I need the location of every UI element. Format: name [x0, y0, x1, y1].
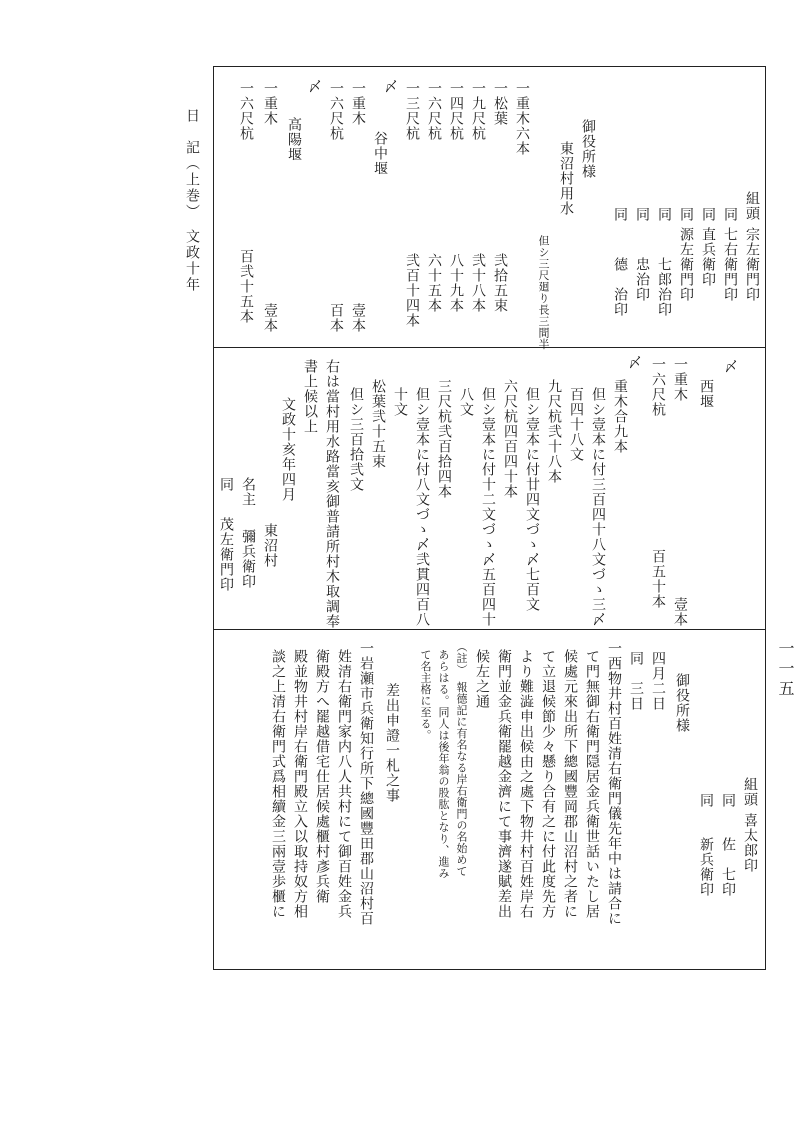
entry-date: 同 三日 — [628, 651, 644, 711]
text-line: 但シ壹本に付八文づゝ〆弐貫四百八 — [414, 387, 430, 627]
sig-label: 同 — [700, 207, 716, 222]
item-name: 一重木六本 — [514, 81, 530, 156]
total-mark: 〆 — [306, 79, 322, 94]
item-qty: 弐百十四本 — [404, 253, 420, 328]
text-line: て立退候節少々懸り合有之に付此度先方 — [540, 649, 556, 919]
item-qty: 壹本 — [262, 303, 278, 333]
text-line: 百四十八文 — [568, 387, 584, 462]
item-qty: 弐十八本 — [470, 253, 486, 313]
item-qty: 百五十本 — [650, 549, 666, 609]
sig-name: 忠治印 — [634, 257, 650, 302]
sig-label: 組頭 — [744, 191, 760, 221]
document-date: 文政十亥年四月 — [280, 397, 296, 502]
text-line: 三尺杭弐百拾四本 — [436, 379, 452, 499]
text-line: 候處元來出所下總國豐岡郡山沼村之者に — [562, 649, 578, 919]
sig-name: 德 治印 — [612, 257, 628, 317]
sig-name: 新兵衛印 — [698, 837, 714, 897]
page-number: 一一五 — [776, 640, 795, 700]
addressee: 御役所様 — [580, 119, 596, 179]
sig-label: 名主 — [240, 477, 256, 507]
sig-label: 組頭 — [742, 777, 758, 807]
item-qty: 百弐十五本 — [238, 249, 254, 324]
editor-note: あらはる。同人は後年翁の股肱となり、進み — [437, 649, 450, 879]
sig-name: 源左衛門印 — [678, 227, 694, 302]
document-heading: 差出申證一札之事 — [384, 683, 400, 803]
item-qty: 壹本 — [350, 303, 366, 333]
sig-name: 佐 七印 — [720, 837, 736, 897]
sig-name: 茂左衛門印 — [218, 517, 234, 592]
divider-2 — [214, 629, 765, 630]
section-heading: 東沼村用水 — [558, 141, 574, 216]
text-line: 右は當村用水路當亥御普請所村木取調奉 — [324, 359, 340, 629]
editor-note: て名主格に至る。 — [419, 649, 432, 741]
item-qty: 百本 — [328, 303, 344, 333]
item-name: 一重木 — [262, 81, 278, 126]
item-qty: 六十五本 — [426, 253, 442, 313]
divider-1 — [214, 347, 765, 348]
total-mark: 〆 — [382, 79, 398, 94]
place-heading: 高陽堰 — [286, 117, 302, 162]
sig-label: 同 — [656, 207, 672, 222]
text-line: 談之上清右衛門式爲相續金三兩壹歩櫃に — [270, 649, 286, 919]
text-line: 姓清右衛門家内八人共村にて御百姓金兵 — [336, 649, 352, 919]
text-line: 九尺杭弐十八本 — [546, 379, 562, 484]
sig-label: 同 — [634, 207, 650, 222]
text-line: 殿並物井村岸右衛門殿立入以取持奴方相 — [292, 649, 308, 919]
sig-label: 同 — [722, 207, 738, 222]
item-name: 一松葉 — [492, 81, 508, 126]
total-mark: 〆 — [626, 355, 642, 370]
item-qty: 壹本 — [672, 597, 688, 627]
entry-date: 四月二日 — [650, 651, 666, 711]
text-line: 松葉弐十五束 — [370, 379, 386, 469]
sig-name: 七郎治印 — [656, 257, 672, 317]
page-frame — [213, 66, 766, 970]
item-name: 一六尺杭 — [238, 81, 254, 141]
item-name: 一重木 — [672, 357, 688, 402]
item-name: 一六尺杭 — [426, 81, 442, 141]
addressee: 御役所様 — [674, 673, 690, 733]
item-name: 一六尺杭 — [650, 357, 666, 417]
text-line: 六尺杭四百四十本 — [502, 379, 518, 499]
sig-label: 同 — [678, 207, 694, 222]
sig-label: 同 — [612, 207, 628, 222]
text-line: 候左之通 — [474, 649, 490, 709]
text-line: 八文 — [458, 387, 474, 417]
text-line: より難澁申出候由之處下物井村百姓岸右 — [518, 649, 534, 919]
sig-name: 彌兵衛印 — [240, 529, 256, 589]
sig-name: 直兵衛印 — [700, 227, 716, 287]
running-title: 日 記（上巻） 文政十年 — [184, 108, 200, 293]
item-qty: 八十九本 — [448, 253, 464, 313]
sig-label: 同 — [698, 793, 714, 808]
item-name: 一四尺杭 — [448, 81, 464, 141]
text-line: 衛門並金兵衛罷越金濟にて事濟遂賦差出 — [496, 649, 512, 919]
item-name: 一九尺杭 — [470, 81, 486, 141]
place-heading: 西堰 — [698, 379, 714, 409]
editor-note: （註） 報德記に有名なる岸右衛門の名始めて — [455, 641, 468, 877]
item-name: 一三尺杭 — [404, 81, 420, 141]
total-mark: 〆 — [722, 359, 738, 374]
sig-label: 同 — [218, 477, 234, 492]
sig-name: 喜太郎印 — [742, 813, 758, 873]
item-name: 一重木 — [350, 81, 366, 126]
item-name: 一六尺杭 — [328, 81, 344, 141]
item-qty: 弐拾五束 — [492, 253, 508, 313]
text-line: 但シ三百拾弐文 — [348, 387, 364, 492]
place-heading: 谷中堰 — [372, 131, 388, 176]
note: 但シ三尺廻り長三間半 — [537, 235, 550, 350]
text-line: 重木合九本 — [612, 379, 628, 454]
text-line: 一岩瀬市兵衛知行所下總國豐田郡山沼村百 — [358, 641, 374, 926]
village-name: 東沼村 — [262, 523, 278, 568]
text-line: 書上候以上 — [302, 359, 318, 434]
text-line: 但シ壹本に付廿四文づゝ〆七百文 — [524, 387, 540, 612]
text-line: 但シ壹本に付十二文づゝ〆五百四十 — [480, 387, 496, 627]
text-line: 但シ壹本に付三百四十八文づゝ三〆 — [590, 387, 606, 627]
text-line: 十文 — [392, 387, 408, 417]
sig-name: 宗左衛門印 — [744, 227, 760, 302]
text-line: 衛殿方へ罷越借宅仕居候處櫃村彥兵衛 — [314, 649, 330, 904]
text-line: て門無御右衛門隠居金兵衛世話いたし居 — [584, 649, 600, 919]
text-line: 一西物井村百姓清右衛門儀先年中は請合に — [606, 641, 622, 926]
sig-label: 同 — [720, 793, 736, 808]
sig-name: 七右衛門印 — [722, 227, 738, 302]
